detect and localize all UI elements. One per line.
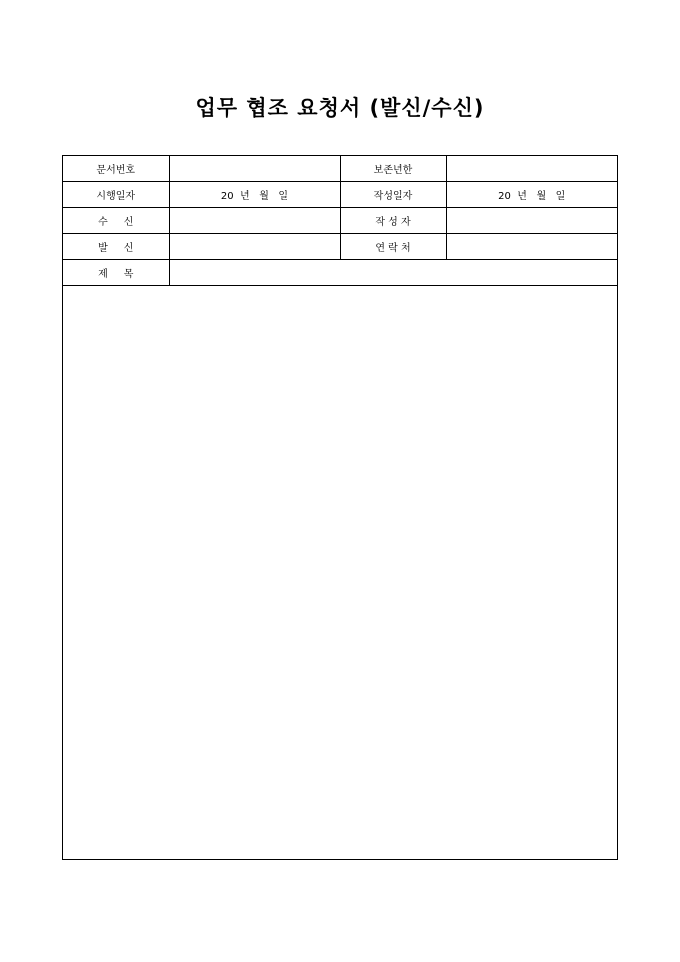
effective-date-field[interactable]: 20 년 월 일 <box>169 182 340 208</box>
info-table <box>63 156 617 286</box>
recipient-field[interactable] <box>169 208 340 234</box>
row-sender <box>63 234 617 260</box>
row-recipient <box>63 208 617 234</box>
document-title: 업무 협조 요청서 (발신/수신) <box>195 96 485 120</box>
row-subject <box>63 260 617 286</box>
retention-period-field[interactable] <box>446 156 617 182</box>
label-contact: 연 락 처 <box>340 234 446 260</box>
label-recipient: 수 신 <box>63 208 169 234</box>
label-written-date: 작성일자 <box>340 182 446 208</box>
row-document-number <box>63 156 617 182</box>
label-sender: 발 신 <box>63 234 169 260</box>
written-date-field[interactable]: 20 년 월 일 <box>446 182 617 208</box>
label-subject: 제 목 <box>63 260 169 286</box>
contact-field[interactable] <box>446 234 617 260</box>
label-author: 작 성 자 <box>340 208 446 234</box>
label-document-number: 문서번호 <box>63 156 169 182</box>
label-effective-date: 시행일자 <box>63 182 169 208</box>
author-field[interactable] <box>446 208 617 234</box>
subject-field[interactable] <box>169 260 617 286</box>
sender-field[interactable] <box>169 234 340 260</box>
request-form <box>62 155 618 860</box>
label-retention-period: 보존년한 <box>340 156 446 182</box>
document-number-field[interactable] <box>169 156 340 182</box>
row-dates <box>63 182 617 208</box>
